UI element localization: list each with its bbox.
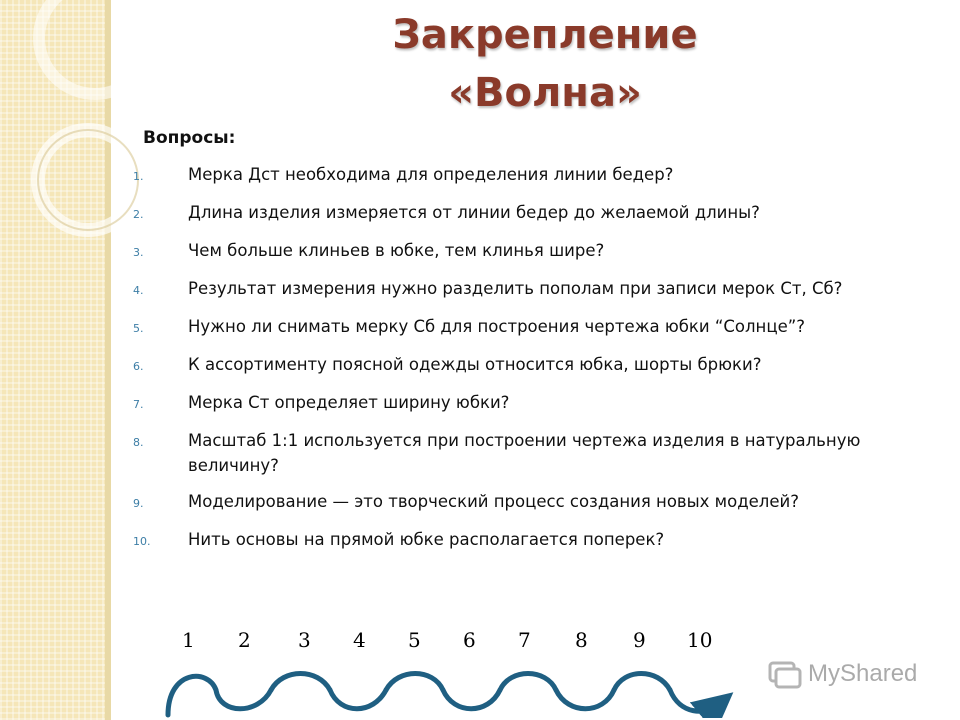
question-number: 4.	[133, 284, 144, 297]
question-number: 1.	[133, 170, 144, 183]
questions-heading: Вопросы:	[143, 128, 236, 148]
question-text: Нужно ли снимать мерку Сб для построения чертежа юбки “Солнце”?	[188, 317, 806, 336]
question-text: К ассортименту поясной одежды относится юбка, шорты брюки?	[188, 355, 762, 374]
answer-number: 7	[518, 628, 531, 652]
question-item	[133, 489, 933, 516]
slide-title	[300, 6, 790, 122]
question-text: Мерка Дст необходима для определения линии бедер?	[188, 165, 674, 184]
question-number: 9.	[133, 497, 144, 510]
questions-list	[133, 162, 933, 565]
question-text: Мерка Ст определяет ширину юбки?	[188, 393, 510, 412]
answer-number: 2	[238, 628, 251, 652]
question-item	[133, 162, 933, 189]
wave-arc-down	[556, 690, 614, 709]
question-text: Результат измерения нужно разделить пополам при записи мерок Ст, Сб?	[188, 279, 843, 298]
answer-number: 5	[408, 628, 421, 652]
question-item	[133, 352, 933, 379]
question-number: 8.	[133, 436, 144, 449]
wave-arc-down	[443, 690, 500, 709]
title-line-1: Закрепление	[392, 12, 698, 58]
question-number: 5.	[133, 322, 144, 335]
question-item	[133, 428, 933, 478]
watermark-logo-icon	[768, 659, 802, 689]
answer-number: 10	[687, 628, 713, 652]
answer-number: 9	[633, 628, 646, 652]
question-number: 6.	[133, 360, 144, 373]
wave-arc-down	[216, 690, 271, 709]
answer-number: 3	[298, 628, 311, 652]
question-text: Чем больше клиньев в юбке, тем клинья шире?	[188, 241, 605, 260]
answer-number: 8	[575, 628, 588, 652]
question-number: 2.	[133, 208, 144, 221]
title-line-2: «Волна»	[448, 70, 642, 116]
answer-number: 4	[353, 628, 366, 652]
question-text: Нить основы на прямой юбке располагается поперек?	[188, 530, 665, 549]
wave-arc-down	[330, 690, 386, 709]
answer-number: 6	[463, 628, 476, 652]
question-text: Длина изделия измеряется от линии бедер до желаемой длины?	[188, 203, 760, 222]
watermark-text: MyShared	[808, 660, 918, 687]
question-item	[133, 238, 933, 265]
question-number: 3.	[133, 246, 144, 259]
wave-arc-up	[500, 674, 556, 691]
wave-arc-up	[271, 674, 330, 691]
watermark	[768, 654, 917, 694]
question-number: 7.	[133, 398, 144, 411]
question-item	[133, 276, 933, 303]
decorative-circles	[0, 0, 150, 260]
wave-arc-down	[670, 690, 718, 711]
wave-chain	[158, 660, 738, 718]
question-item	[133, 314, 933, 341]
question-item	[133, 390, 933, 417]
question-text: Масштаб 1:1 используется при построении чертежа изделия в натуральную величину?	[188, 431, 861, 475]
wave-arc-up	[168, 676, 216, 715]
question-number: 10.	[133, 535, 151, 548]
wave-arc-up	[614, 674, 670, 691]
question-item	[133, 527, 933, 554]
answer-number: 1	[182, 628, 195, 652]
question-item	[133, 200, 933, 227]
question-text: Моделирование — это творческий процесс создания новых моделей?	[188, 492, 799, 511]
answer-number-row	[175, 628, 735, 658]
wave-arc-up	[386, 674, 443, 691]
